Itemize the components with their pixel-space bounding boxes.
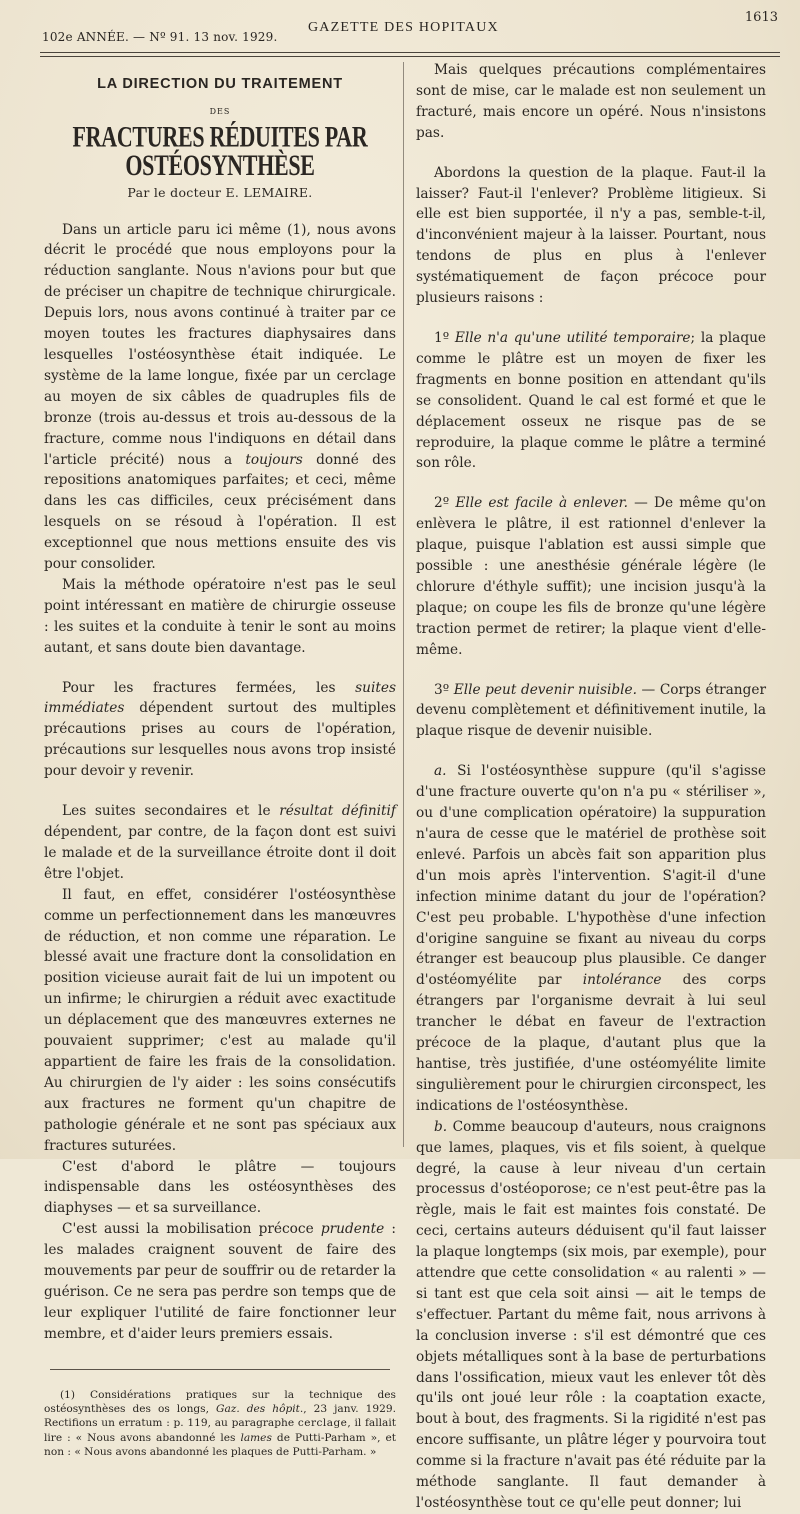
issue-info: 102e ANNÉE. — Nº 91. 13 nov. 1929.: [42, 30, 278, 44]
paragraph: Abordons la question de la plaque. Faut-il la laisser? Faut-il l'enlever? Problème litigieux. Si elle est bien supportée, il n'y a pas, semble-t-il, d'inconvénient majeur à la laisser. Pourtant, nous tendons de plus en plus à l'enlever systématiquement de façon précoce pour plusieurs raisons :: [416, 164, 766, 307]
header-rule-second: [40, 56, 780, 57]
left-column: [44, 60, 396, 1460]
paragraph: Mais la méthode opératoire n'est pas le seul point intéressant en matière de chirurgie osseuse : les suites et la conduite à tenir le sont au moins autant, et sans doute bien davantage.: [44, 576, 396, 656]
right-column: [416, 60, 766, 1514]
page-header: [38, 14, 778, 50]
paragraph: Mais quelques précautions complémentaires sont de mise, car le malade est non seulement un fracturé, mais encore un opéré. Nous n'insistons pas.: [416, 62, 766, 141]
footnote-rule: [50, 1369, 390, 1370]
article-title: FRACTURES RÉDUITES PAR OSTÉOSYNTHÈSE: [72, 119, 368, 182]
page-number: 1613: [744, 10, 778, 25]
paragraph: C'est d'abord le plâtre — toujours indispensable dans les ostéosynthèses des diaphyses — et sa surveillance.: [44, 1158, 396, 1217]
paragraph: 3º Elle peut devenir nuisible. — Corps étranger devenu complètement et définitivement inutile, la plaque risque de devenir nuisible.: [416, 681, 766, 740]
paragraph: C'est aussi la mobilisation précoce prudente : les malades craignent souvent de faire des mouvements par peur de souffrir ou de retarder la guérison. Ce ne sera pas perdre son temps que de leur expliquer l'utilité de faire fonctionner leur membre, et d'aider leurs premiers essais.: [44, 1221, 396, 1342]
paragraph: Les suites secondaires et le résultat définitif dépendent, par contre, de la façon dont est suivi le malade et de la surveillance étroite dont il doit être l'objet.: [44, 803, 396, 882]
paragraph: Dans un article paru ici même (1), nous avons décrit le procédé que nous employons pour la réduction sanglante. Nous n'avions pour but que de préciser un chapitre de technique chirurgicale. Depuis lors, nous avons continué à traiter par ce moyen toutes les fractures diaphysaires dans lesquelles l'ostéosynthèse était indiquée. Le système de la lame longue, fixée par un cerclage au moyen de six câbles de quadruples fils de bronze (trois au-dessus et trois au-dessous de la fracture, comme nous l'indiquons en détail dans l'article précité) nous a toujours donné des repositions anatomiques parfaites; et ceci, même dans les cas difficiles, ceux précisément dans lesquels on se résoud à l'opération. Il est exceptionnel que nous mettions ensuite des vis pour consolider.: [44, 221, 397, 573]
article-byline: Par le docteur E. LEMAIRE.: [127, 184, 313, 200]
paragraph: 2º Elle est facile à enlever. — De même qu'on enlèvera le plâtre, il est rationnel d'enlever la plaque, puisque l'ablation est aussi simple que possible : une anesthésie générale légère (le chlorure d'éthyle suffit); une incision jusqu'à la plaque; on coupe les fils de bronze qu'une légère traction permet de retirer; la plaque vient d'elle-même.: [416, 495, 766, 658]
journal-title: GAZETTE DES HOPITAUX: [308, 20, 499, 35]
paragraph: b. Comme beaucoup d'auteurs, nous craignons que lames, plaques, vis et fils soient, à quelque degré, la cause à leur niveau d'un certain processus d'ostéoporose; ce n'est peut-être pas la règle, mais le fait est maintes fois constaté. De ceci, certains auteurs déduisent qu'il faut laisser la plaque longtemps (six mois, par exemple), pour attendre que cette consolidation « au ralenti » — si tant est que cela soit ainsi — ait le temps de s'effectuer. Partant du même fait, nous arrivons à la conclusion inverse : s'il est démontré que ces objets métalliques sont à la base de perturbations dans l'ossification, mieux vaut les enlever tôt dès qu'ils ont joué leur rôle : la coaptation exacte, bout à bout, des fragments. Si la rigidité n'est pas encore suffisante, un plâtre léger y pourvoira tout comme si la fracture n'avait pas été réduite par la méthode sanglante. Il faut demander à l'ostéosynthèse tout ce qu'elle peut donner; lui: [416, 1118, 766, 1511]
article-kicker: LA DIRECTION DU TRAITEMENT: [97, 76, 343, 92]
column-divider: [403, 62, 404, 1147]
article-des: DES: [209, 106, 231, 116]
paragraph: 1º Elle n'a qu'une utilité temporaire; la plaque comme le plâtre est un moyen de fixer les fragments en bonne position en attendant qu'ils se consolident. Quand le cal est formé et que le déplacement osseux ne risque pas de se reproduire, la plaque comme le plâtre a terminé son rôle.: [416, 329, 766, 472]
header-rule: [40, 52, 780, 53]
paragraph: Il faut, en effet, considérer l'ostéosynthèse comme un perfectionnement dans les manœuvres de réduction, et non comme une réparation. Le blessé avait une fracture dont la consolidation en position vicieuse aurait fait de lui un impotent ou un infirme; le chirurgien a réduit avec exactitude un déplacement que des manœuvres externes ne pouvaient supprimer; c'est au malade qu'il appartient de faire les frais de la consolidation. Au chirurgien de l'y aider : les soins consécutifs aux fractures ne forment qu'un chapitre de pathologie générale et ne sont pas spéciaux aux fractures suturées.: [44, 886, 396, 1154]
paragraph: a. Si l'ostéosynthèse suppure (qu'il s'agisse d'une fracture ouverte qu'on n'a pu « stériliser », ou d'une complication opératoire) la suppuration n'aura de cesse que le matériel de prothèse soit enlevé. Parfois un abcès fait son apparition plus d'un mois après l'intervention. S'agit-il d'une infection minime datant du jour de l'opération? C'est peu probable. L'hypothèse d'une infection d'origine sanguine se fixant au niveau du corps étranger est beaucoup plus plausible. Ce danger d'ostéomyélite par intolérance des corps étrangers par l'organisme devrait à lui seul trancher le débat en faveur de l'extraction précoce de la plaque, d'autant plus que la hantise, très justifiée, d'une ostéomyélite limite singulièrement pour le chirurgien circonspect, les indications de l'ostéosynthèse.: [416, 763, 766, 1114]
paragraph: Pour les fractures fermées, les suites immédiates dépendent surtout des multiples précautions prises au cours de l'opération, précautions sur lesquelles nous avons trop insisté pour devoir y revenir.: [44, 679, 396, 780]
footnote: (1) Considérations pratiques sur la technique des ostéosynthèses des os longs, Gaz. des hôpit., 23 janv. 1929. Rectifions un erratum : p. 119, au paragraphe cerclage, il fallait lire : « Nous avons abandonné les lames de Putti-Parham », et non : « Nous avons abandonné les plaques de Putti-Parham. »: [44, 1388, 396, 1459]
